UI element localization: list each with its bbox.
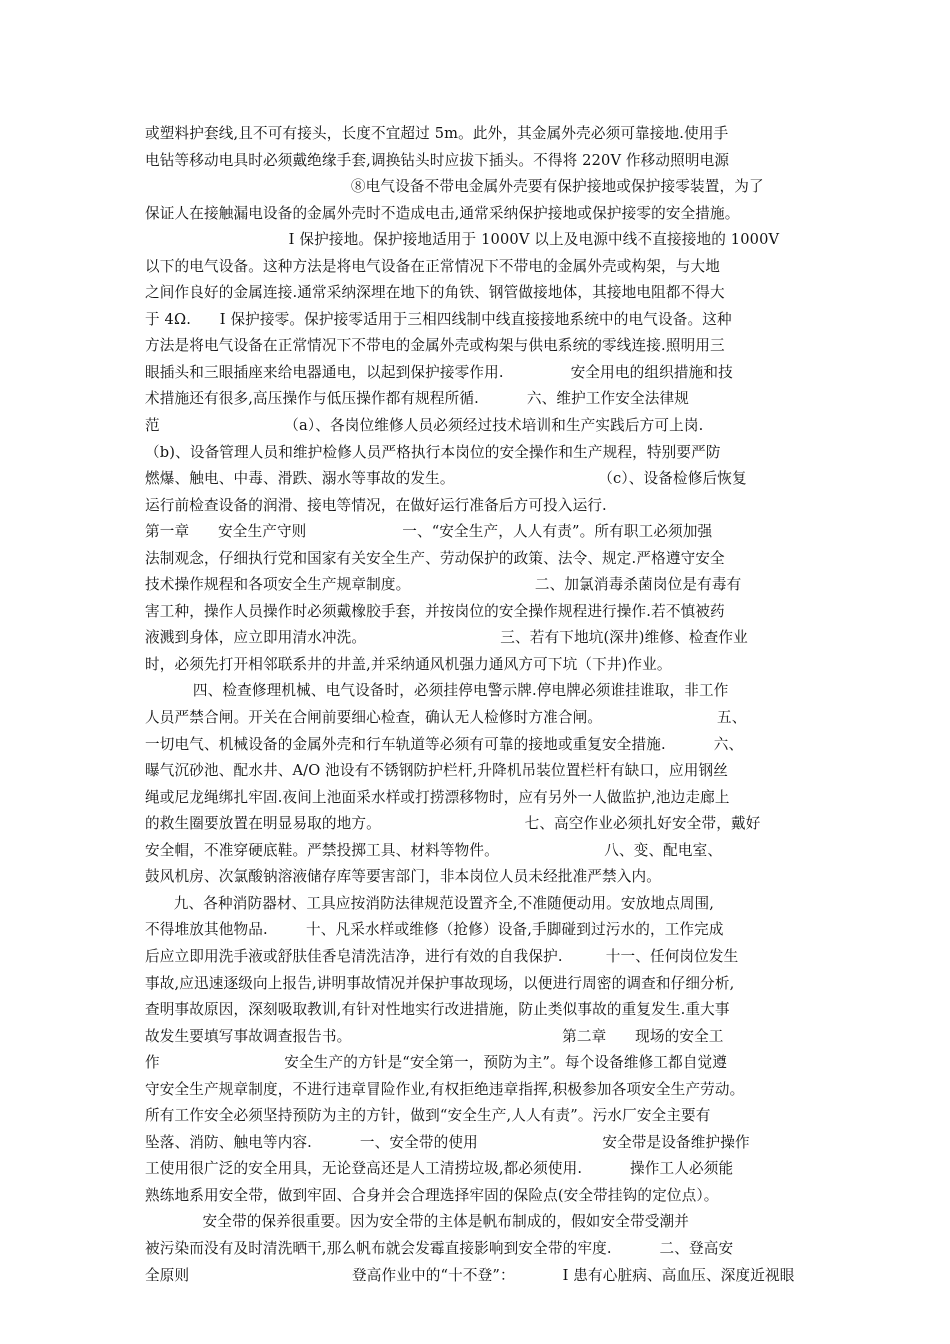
text-line: 事故,应迅速逐级向上报告,讲明事故情况并保护事故现场，以便进行周密的调查和仔细分析,: [145, 974, 735, 992]
text-line: 方法是将电气设备在正常情况下不带电的金属外壳或构架与供电系统的零线连接.照明用三: [145, 337, 725, 355]
text-line: 查明事故原因，深刻吸取教训,有针对性地实行改进措施，防止类似事故的重复发生.重大事: [145, 1001, 730, 1019]
text-line: 安全帽，不准穿硬底鞋。严禁投掷工具、材料等物件。 八、变、配电室、: [145, 841, 723, 859]
text-line: 绳或尼龙绳绑扎牢固.夜间上池面采水样或打捞漂移物时，应有另外一人做监护,池边走廊上: [145, 788, 730, 806]
text-line: 九、各种消防器材、工具应按消防法律规范设置齐全,不准随便动用。安放地点周围,: [145, 894, 715, 912]
text-line: 所有工作安全必须坚持预防为主的方针，做到“安全生产,人人有责”。污水厂安全主要有: [145, 1107, 711, 1125]
text-line: 一切电气、机械设备的金属外壳和行车轨道等必须有可靠的接地或重复安全措施. 六、: [145, 735, 744, 753]
text-line: 曝气沉砂池、配水井、A/O 池设有不锈钢防护栏杆,升降机吊装位置栏杆有缺口，应用钢丝: [145, 762, 728, 780]
text-line: 运行前检查设备的润滑、接电等情况，在做好运行准备后方可投入运行.: [145, 496, 607, 514]
text-line: 熟练地系用安全带，做到牢固、合身并会合理选择牢固的保险点(安全带挂钩的定位点）。: [145, 1186, 719, 1204]
text-line: ⑧电气设备不带电金属外壳要有保护接地或保护接零装置，为了: [145, 178, 764, 196]
text-line: 液溅到身体，应立即用清水冲洗。 三、若有下地坑(深井)维修、检查作业: [145, 629, 748, 647]
text-line: 之间作良好的金属连接.通常采纳深埋在地下的角铁、钢管做接地体，其接地电阻都不得大: [145, 284, 725, 302]
text-line: 以下的电气设备。这种方法是将电气设备在正常情况下不带电的金属外壳或构架，与大地: [145, 257, 721, 275]
text-line: 害工种，操作人员操作时必须戴橡胶手套，并按岗位的安全操作规程进行操作.若不慎被药: [145, 602, 725, 620]
text-line: 被污染而没有及时清洗晒干,那么帆布就会发霉直接影响到安全带的牢度. 二、登高安: [145, 1239, 734, 1257]
text-line: 故发生要填写事故调查报告书。 第二章 现场的安全工: [145, 1027, 724, 1045]
text-line: 作 安全生产的方针是“安全第一，预防为主”。每个设备维修工都自觉遵: [145, 1054, 728, 1072]
text-line: 人员严禁合闸。开关在合闸前要细心检查，确认无人检修时方准合闸。 五、: [145, 709, 747, 727]
document-body-text: [145, 121, 813, 1289]
text-line: 第一章 安全生产守则 一、“安全生产，人人有责”。所有职工必须加强: [145, 523, 713, 541]
text-line: 时，必须先打开相邻联系井的井盖,并采纳通风机强力通风方可下坑（下井)作业。: [145, 655, 672, 673]
text-line: 术措施还有很多,高压操作与低压操作都有规程所循. 六、维护工作安全法律规: [145, 390, 690, 408]
text-line: 工使用很广泛的安全用具，无论登高还是人工清捞垃圾,都必须使用. 操作工人必须能: [145, 1160, 734, 1178]
text-line: 眼插头和三眼插座来给电器通电，以起到保护接零作用. 安全用电的组织措施和技: [145, 363, 733, 381]
text-line: 安全带的保养很重要。因为安全带的主体是帆布制成的，假如安全带受潮并: [145, 1213, 690, 1231]
text-line: 电钻等移动电具时必须戴绝缘手套,调换钻头时应拔下插头。不得将 220V 作移动照明电源: [145, 151, 730, 169]
text-line: 或塑料护套线,且不可有接头，长度不宜超过 5m。此外，其金属外壳必须可靠接地.使用手: [145, 125, 729, 142]
text-line: 不得堆放其他物品. 十、凡采水样或维修（抢修）设备,手脚碰到过污水的，工作完成: [145, 921, 724, 939]
text-line: 全原则 登高作业中的“十不登”： I 患有心脏病、高血压、深度近视眼: [145, 1266, 795, 1284]
text-line: I 保护接地。保护接地适用于 1000V 以上及电源中线不直接接地的 1000V: [145, 231, 780, 249]
text-line: 范 （a）、各岗位维修人员必须经过技术培训和生产实践后方可上岗.: [145, 417, 704, 435]
text-line: 于 4Ω. I 保护接零。保护接零适用于三相四线制中线直接接地系统中的电气设备。这种: [145, 310, 732, 328]
text-line: 的救生圈要放置在明显易取的地方。 七、高空作业必须扎好安全带，戴好: [145, 815, 761, 833]
text-line: 鼓风机房、次氯酸钠溶液储存库等要害部门，非本岗位人员未经批准严禁入内。: [145, 868, 662, 886]
text-line: 技术操作规程和各项安全生产规章制度。 二、加氯消毒杀菌岗位是有毒有: [145, 576, 742, 594]
text-line: 守安全生产规章制度，不进行违章冒险作业,有权拒绝违章指挥,积极参加各项安全生产劳动。: [145, 1080, 745, 1098]
text-line: 法制观念，仔细执行党和国家有关安全生产、劳动保护的政策、法令、规定.严格遵守安全: [145, 549, 725, 567]
text-line: 保证人在接触漏电设备的金属外壳时不造成电击,通常采纳保护接地或保护接零的安全措施。: [145, 204, 740, 222]
text-line: 坠落、消防、触电等内容. 一、安全带的使用 安全带是设备维护操作: [145, 1133, 750, 1151]
text-line: （b)、设备管理人员和维护检修人员严格执行本岗位的安全操作和生产规程，特别要严防: [145, 443, 721, 461]
text-line: 燃爆、触电、中毒、滑跌、溺水等事故的发生。 （c）、设备检修后恢复: [145, 470, 747, 488]
text-line: 后应立即用洗手液或舒肤佳香皂清洗洁净，进行有效的自我保护. 十一、任何岗位发生: [145, 947, 739, 965]
text-line: 四、检查修理机械、电气设备时，必须挂停电警示牌.停电牌必须谁挂谁取，非工作: [145, 682, 729, 700]
